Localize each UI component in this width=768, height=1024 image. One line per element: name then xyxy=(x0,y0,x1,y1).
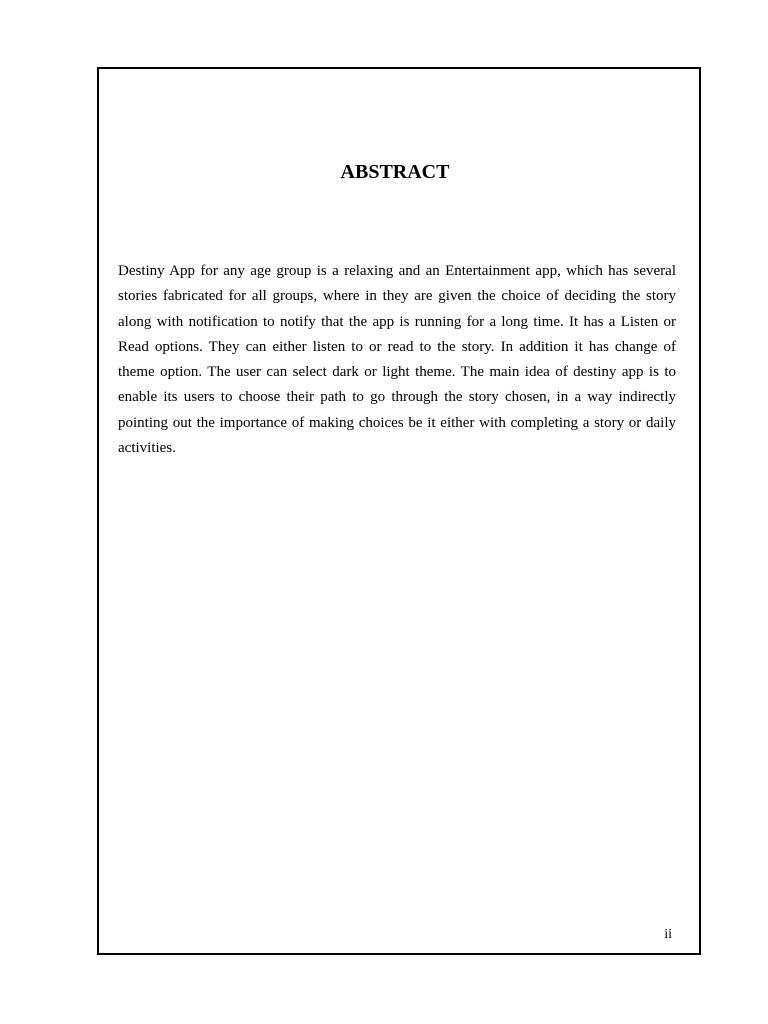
page-border xyxy=(97,67,701,955)
page-number: ii xyxy=(664,927,672,942)
page-title: ABSTRACT xyxy=(340,161,450,183)
abstract-paragraph: Destiny App for any age group is a relaxing and an Entertainment app, which has several stories fabricated for all groups, where in they are given the choice of deciding the story along with notification to notify that the app is running for a long time. It has a Listen or Read options. They can either listen to or read to the story. In addition it has change of theme option. The user can select dark or light theme. The main idea of destiny app is to enable its users to choose their path to go through the story chosen, in a way indirectly pointing out the importance of making choices be it either with completing a story or daily activities. xyxy=(118,263,676,457)
